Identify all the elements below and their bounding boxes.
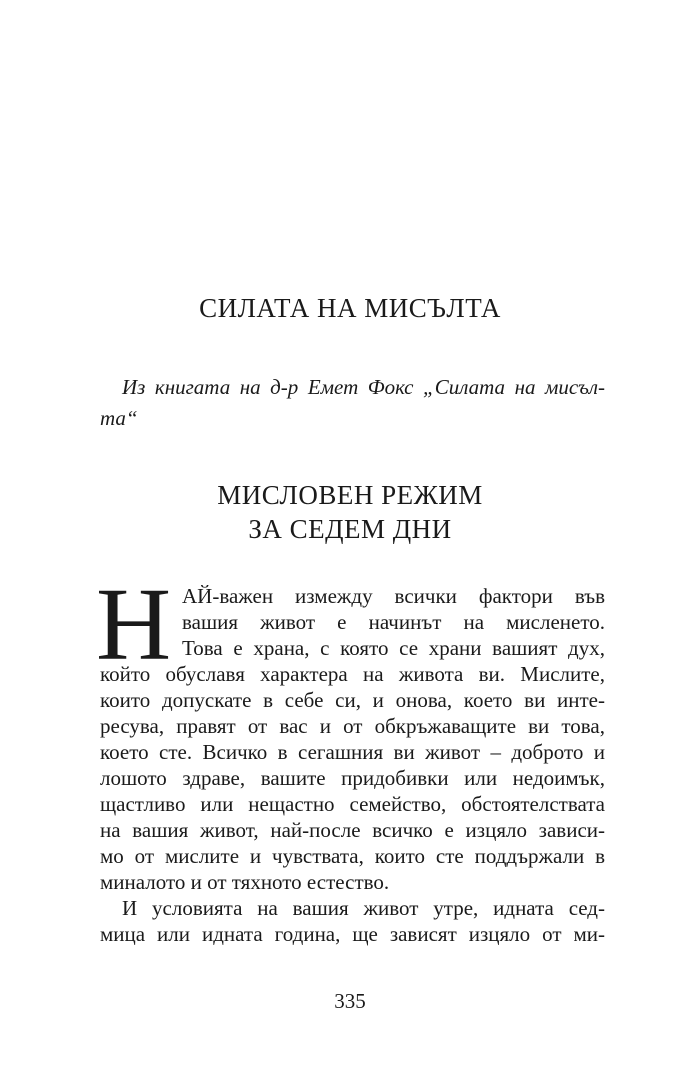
text-line: мо от мислите и чувствата, които сте поддържали в <box>100 844 605 868</box>
text-line: АЙ-важен измежду всички фактори във <box>182 584 605 608</box>
text-line: И условията на вашия живот утре, идната сед- <box>122 896 605 920</box>
text-line: вашия живот е начинът на мисленето. <box>182 610 605 634</box>
section-title-line: ЗА СЕДЕМ ДНИ <box>248 514 452 544</box>
text-line: което сте. Всичко в сегашния ви живот – доброто и <box>100 740 605 764</box>
section-title <box>0 478 700 546</box>
drop-cap: Н <box>96 567 172 682</box>
text-line: на вашия живот, най-после всичко е изцяло зависи- <box>100 818 605 842</box>
source-note-line: та“ <box>100 406 138 430</box>
page-number: 335 <box>334 989 366 1013</box>
body-text <box>96 567 605 947</box>
text-line: щастливо или нещастно семейство, обстоятелствата <box>100 792 605 816</box>
text-line: лошото здраве, вашите придобивки или недоимък, <box>100 766 605 790</box>
section-title-line: МИСЛОВЕН РЕЖИМ <box>217 480 483 510</box>
text-line: Това е храна, с която се храни вашият дух, <box>182 636 605 660</box>
source-note-line: Из книгата на д-р Емет Фокс „Силата на мисъл- <box>122 375 605 399</box>
chapter-title: СИЛАТА НА МИСЪЛТА <box>199 293 501 323</box>
text-line: миналото и от тяхното естество. <box>100 870 390 894</box>
text-line: който обуславя характера на живота ви. Мислите, <box>100 662 605 686</box>
text-line: които допускате в себе си, и онова, което ви инте- <box>100 688 605 712</box>
text-line: мица или идната година, ще зависят изцяло от ми- <box>100 922 605 946</box>
chapter-source-note <box>100 372 605 434</box>
text-line: ресува, правят от вас и от обкръжаващите ви това, <box>100 714 605 738</box>
